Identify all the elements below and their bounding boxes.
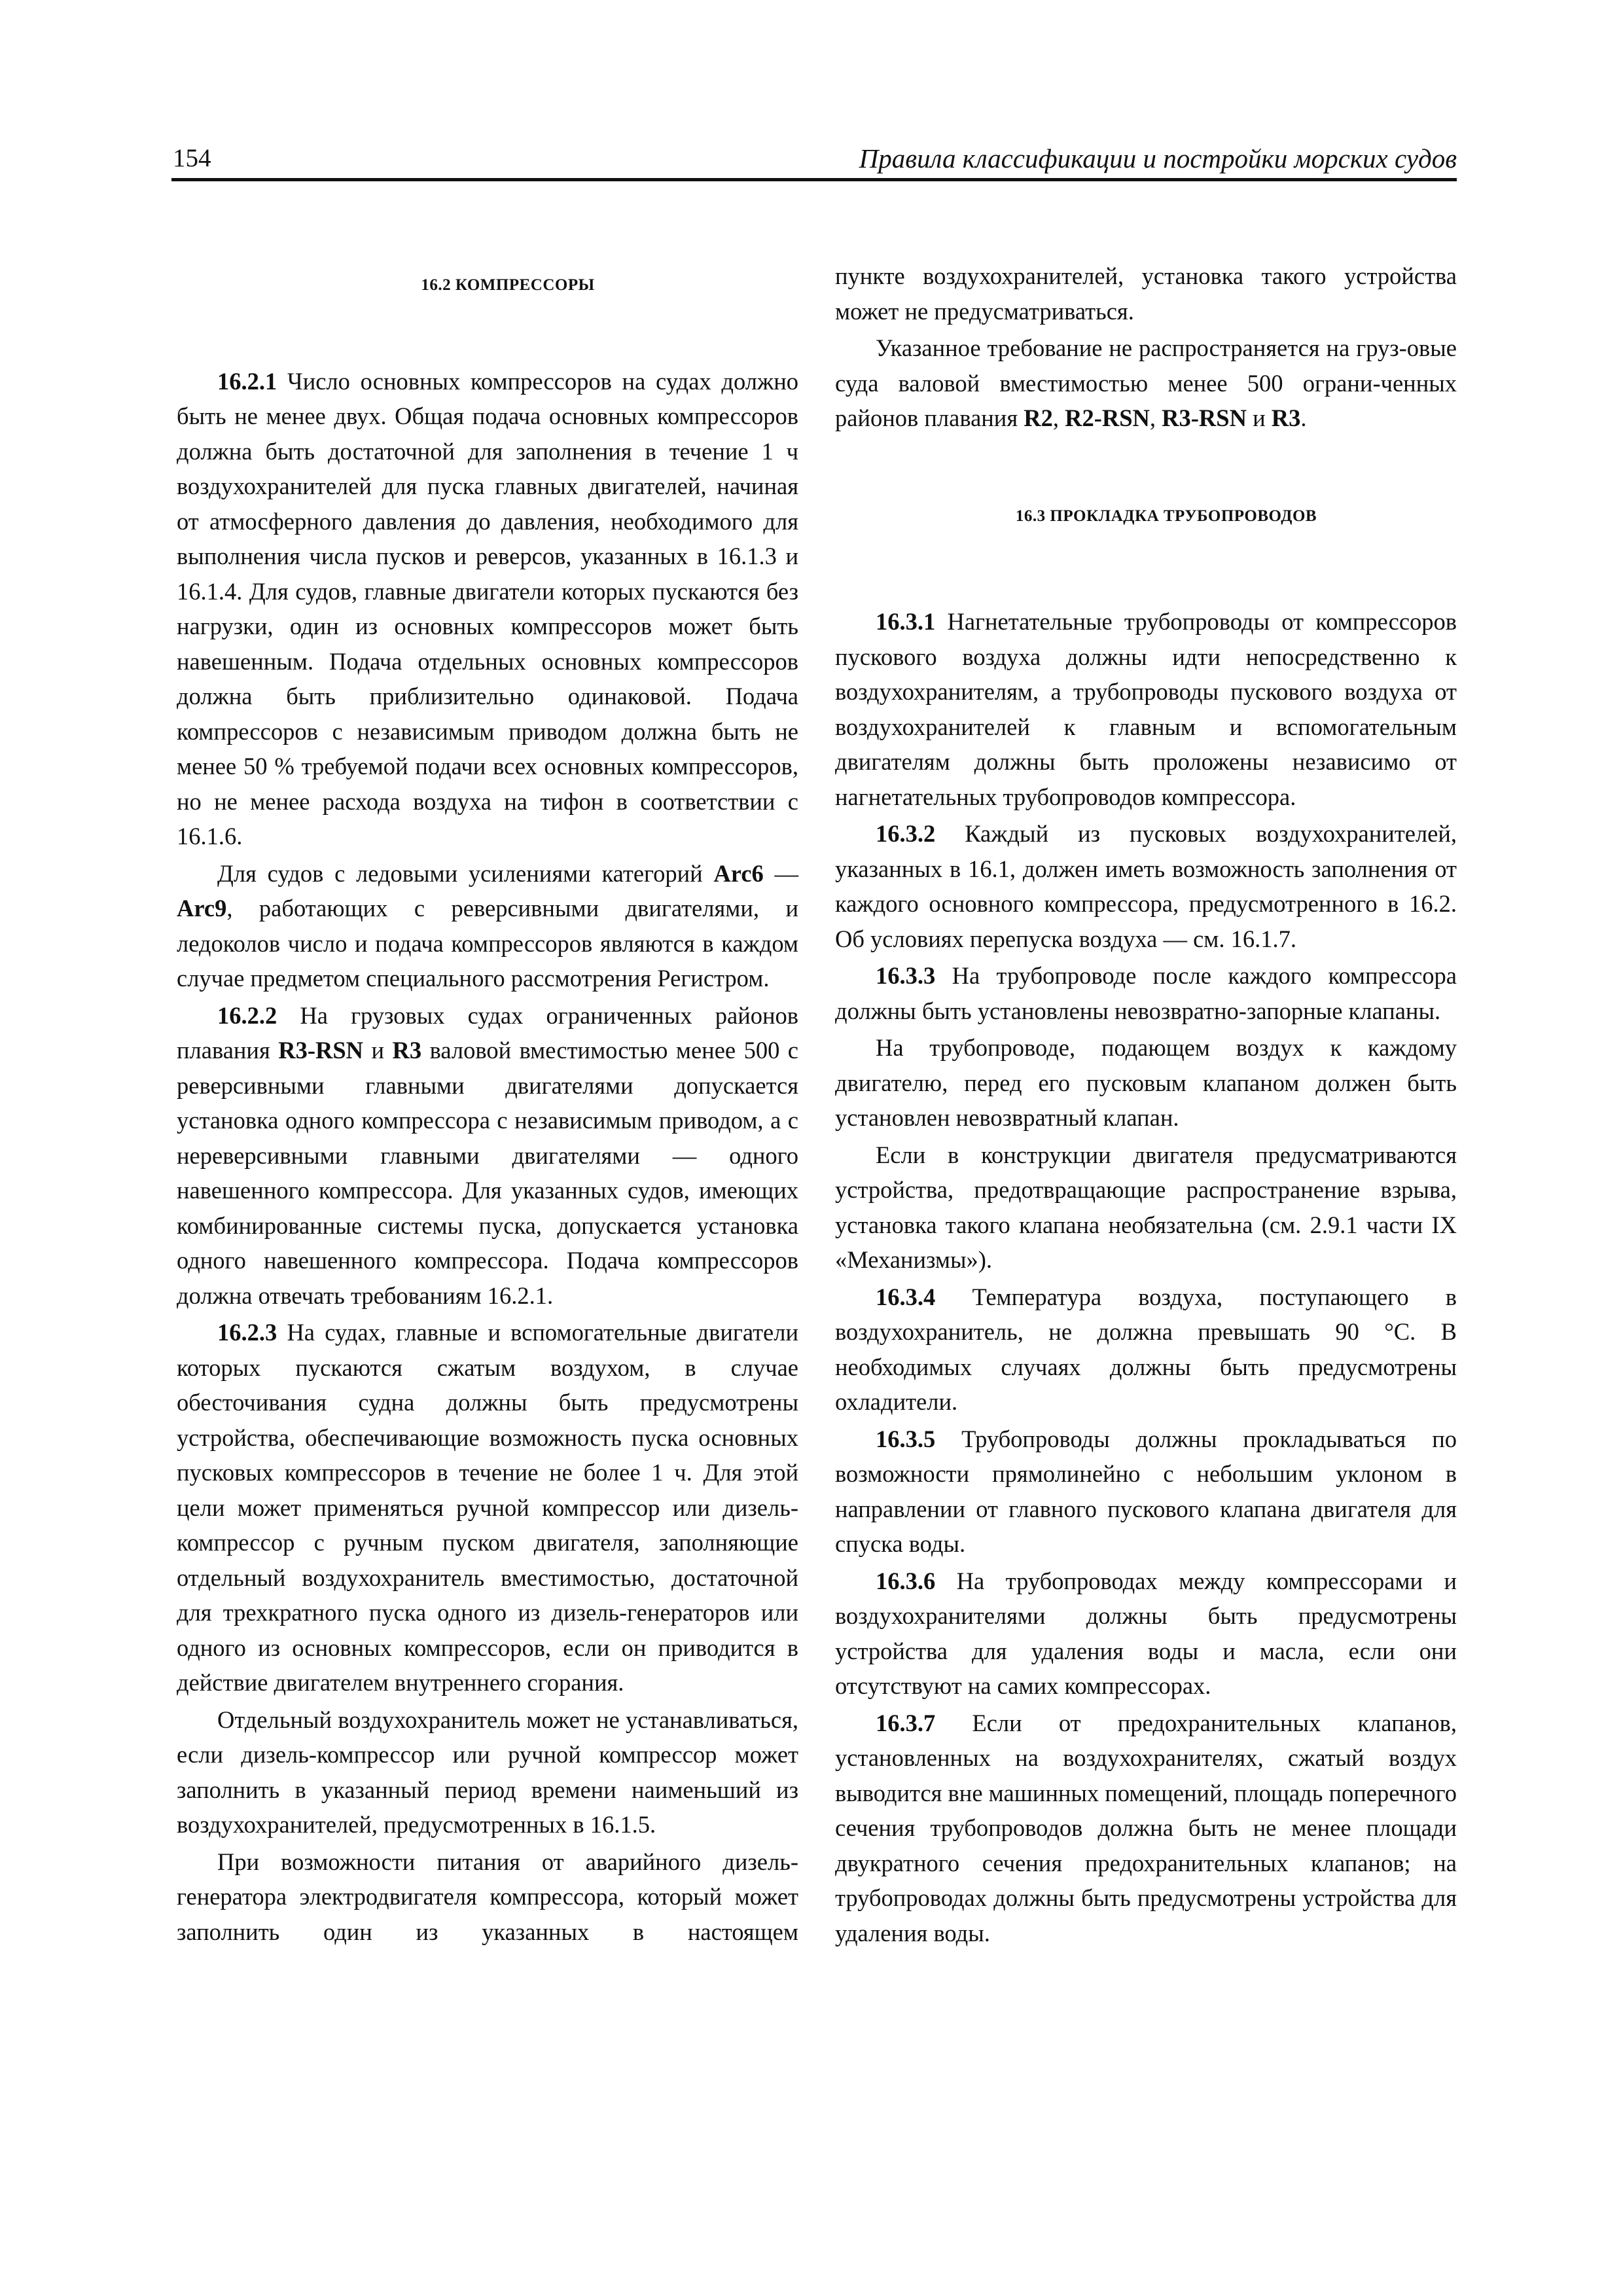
header-rule xyxy=(171,178,1457,181)
paragraph-16-2-2 xyxy=(177,998,798,1314)
paragraph-text: Для судов с ледовыми усилениями категорий xyxy=(217,859,714,887)
paragraph-requirement-exemption xyxy=(835,331,1457,436)
page-number: 154 xyxy=(173,144,211,172)
paragraph-16-3-2 xyxy=(835,816,1457,956)
separator-text: , xyxy=(1052,404,1065,431)
paragraph-text: На судах, главные и вспомогательные двигатели которых пускаются сжатым воздухом, в случае обесточивания судна должны быть предусмотрены устройства, обеспечивающие возможность пуска основных пусковых компрессоров в течение не более 1 ч. Для этой цели может применяться ручной компрессор или дизель-компрессор с ручным пуском двигателя, заполняющие отдельный воздухохранитель вместимостью, достаточной для трехкратного пуска одного из дизель-генераторов или одного из основных компрессоров, если он приводится в действие двигателем внутреннего сгорания. xyxy=(177,1319,798,1696)
left-column xyxy=(177,259,798,1949)
clause-number: 16.2.3 xyxy=(217,1319,277,1346)
clause-number: 16.2.2 xyxy=(217,1001,277,1029)
paragraph-text: Трубопроводы должны прокладываться по возможности прямолинейно с небольшим уклоном в направлении от главного пускового клапана двигателя для спуска воды. xyxy=(835,1425,1457,1557)
paragraph-explosion-devices: Если в конструкции двигателя предусматриваются устройства, предотвращающие распространение взрыва, установка такого клапана необязательна (см. 2.9.1 части IX «Механизмы»). xyxy=(835,1141,1457,1273)
separator-text: , xyxy=(1149,404,1162,431)
section-title-16-2: 16.2 КОМПРЕССОРЫ xyxy=(421,276,595,294)
ice-class-arc6: Arc6 xyxy=(713,859,764,887)
paragraph-16-3-7 xyxy=(835,1706,1457,1951)
paragraph-ice-class xyxy=(177,856,798,996)
paragraph-text: На грузовых судах ограниченных районов плавания xyxy=(177,1001,798,1064)
area-r3-rsn: R3-RSN xyxy=(1162,404,1247,431)
paragraph-text: Указанное требование не распространяется на груз-овые суда валовой вместимостью менее 500 ограни-ченных районов плавания xyxy=(835,334,1457,431)
paragraph-text: валовой вместимостью менее 500 с реверсивными главными двигателями допускается установка одного компрессора с независимым приводом, а с нереверсивными главными двигателями — одного навешенного компрессора. Для указанных судов, имеющих комбинированные системы пуска, допускается установка одного навешенного компрессора. Подача компрессоров должна отвечать требованиям 16.2.1. xyxy=(177,1037,798,1309)
paragraph-16-2-3 xyxy=(177,1315,798,1700)
clause-number: 16.3.7 xyxy=(876,1709,936,1736)
paragraph-continuation: пункте воздухохранителей, установка такого устройства может не предусматриваться. xyxy=(835,262,1457,325)
paragraph-16-3-4 xyxy=(835,1280,1457,1420)
clause-number: 16.3.3 xyxy=(876,962,936,989)
paragraph-text: Температура воздуха, поступающего в воздухохранитель, не должна превышать 90 °С. В необходимых случаях должны быть предусмотрены охладители. xyxy=(835,1283,1457,1415)
clause-number: 16.3.6 xyxy=(876,1567,936,1594)
ice-class-arc9: Arc9 xyxy=(177,895,227,922)
paragraph-16-3-6 xyxy=(835,1564,1457,1704)
paragraph-text: Нагнетательные трубопроводы от компрессоров пускового воздуха должны идти непосредственно к воздухохранителям, а трубопроводы пускового воздуха от воздухохранителей к главным и вспомогательным двигателям должны быть проложены независимо от нагнетательных трубопроводов компрессора. xyxy=(835,608,1457,810)
clause-number: 16.2.1 xyxy=(217,367,277,395)
paragraph-text: Если от предохранительных клапанов, установленных на воздухохранителях, сжатый воздух выводится вне машинных помещений, площадь поперечного сечения трубопроводов должна быть не менее площади двукратного сечения предохранительных клапанов; на трубопроводах должны быть предусмотрены устройства для удаления воды. xyxy=(835,1709,1457,1946)
conjunction-text: и xyxy=(1246,404,1272,431)
paragraph-text: Каждый из пусковых воздухохранителей, указанных в 16.1, должен иметь возможность заполнения от каждого основного компрессора, предусмотренного в 16.2. Об условиях перепуска воздуха — см. 16.1.7. xyxy=(835,820,1457,952)
area-r2-rsn: R2-RSN xyxy=(1065,404,1150,431)
clause-number: 16.3.5 xyxy=(876,1425,936,1452)
clause-number: 16.3.2 xyxy=(876,820,936,847)
area-r2: R2 xyxy=(1024,404,1053,431)
paragraph-non-return-valve: На трубопроводе, подающем воздух к каждому двигателю, перед его пусковым клапаном должен быть установлен невозвратный клапан. xyxy=(835,1034,1457,1131)
paragraph-text: Число основных компрессоров на судах должно быть не менее двух. Общая подача основных компрессоров должна быть достаточной для заполнения в течение 1 ч воздухохранителей для пуска главных двигателей, начиная от атмосферного давления до давления, необходимого для выполнения числа пусков и реверсов, указанных в 16.1.3 и 16.1.4. Для судов, главные двигатели которых пускаются без нагрузки, один из основных компрессоров может быть навешенным. Подача отдельных основных компрессоров должна быть приблизительно одинаковой. Подача компрессоров с независимым приводом должна быть не менее 50 % требуемой подачи всех основных компрессоров, но не менее расхода воздуха на тифон в соответствии с 16.1.6. xyxy=(177,367,798,850)
area-r3-rsn: R3-RSN xyxy=(278,1037,364,1064)
paragraph-16-3-3 xyxy=(835,958,1457,1028)
paragraph-text: , работающих с реверсивными двигателями, и ледоколов число и подача компрессоров являются в каждом случае предметом специального рассмотрения Регистром. xyxy=(177,895,798,992)
paragraph-text: На трубопроводе после каждого компрессора должны быть установлены невозвратно-запорные клапаны. xyxy=(835,962,1457,1024)
dash-text: — xyxy=(763,859,799,887)
right-column xyxy=(835,259,1457,1950)
period-text: . xyxy=(1300,404,1307,431)
paragraph-text: При возможности питания от аварийного дизель-генератора электродвигателя компрессора, который может заполнить один из указанных в настоящем xyxy=(177,1848,798,1945)
paragraph-text: На трубопроводах между компрессорами и воздухохранителями должны быть предусмотрены устройства для удаления воды и масла, если они отсутствуют на самих компрессорах. xyxy=(835,1567,1457,1699)
section-title-16-3: 16.3 ПРОКЛАДКА ТРУБОПРОВОДОВ xyxy=(1015,507,1317,525)
paragraph-16-2-1 xyxy=(177,364,798,854)
paragraph-emergency-generator xyxy=(177,1844,798,1950)
clause-number: 16.3.4 xyxy=(876,1283,936,1310)
running-title: Правила классификации и постройки морских судов xyxy=(859,143,1457,173)
clause-number: 16.3.1 xyxy=(876,608,936,635)
area-r3: R3 xyxy=(1271,404,1301,431)
paragraph-separate-receiver: Отдельный воздухохранитель может не устанавливаться, если дизель-компрессор или ручной компрессор может заполнить в указанный период времени наименьший из воздухохранителей, предусмотренных в 16.1.5. xyxy=(177,1706,798,1838)
area-r3: R3 xyxy=(392,1037,422,1064)
conjunction-text: и xyxy=(363,1037,393,1064)
paragraph-16-3-5 xyxy=(835,1422,1457,1562)
paragraph-16-3-1 xyxy=(835,604,1457,814)
